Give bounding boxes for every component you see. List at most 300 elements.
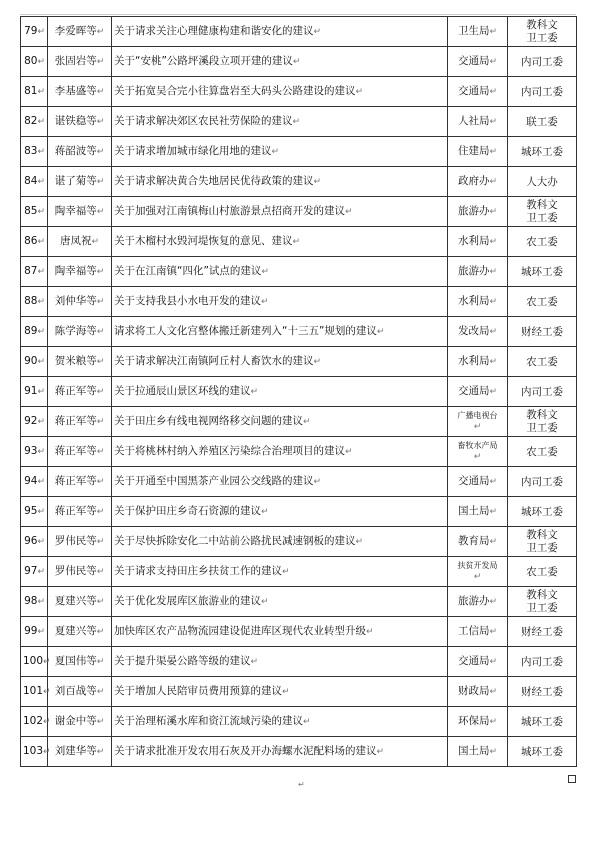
proposer-name-text: 蒋正军等 — [54, 385, 97, 397]
cell-end-mark: ↵ — [473, 571, 482, 582]
handling-department[interactable] — [448, 47, 508, 77]
table-row — [21, 527, 577, 557]
cell-end-mark: ↵ — [489, 177, 498, 187]
cell-end-mark: ↵ — [96, 207, 105, 217]
cell-end-mark: ↵ — [261, 507, 269, 517]
supervising-committee[interactable] — [508, 77, 577, 107]
handling-department-text: 人社局 — [457, 115, 490, 127]
handling-department-text: 工信局 — [457, 625, 490, 637]
committee-name: 财经工委 — [521, 325, 563, 338]
proposal-title-text: 关于请求解决江南镇阿丘村人畜饮水的建议 — [114, 355, 314, 367]
cell-end-mark: ↵ — [37, 417, 45, 427]
proposal-title[interactable] — [112, 527, 448, 557]
supervising-committee[interactable] — [508, 467, 577, 497]
cell-end-mark: ↵ — [37, 27, 45, 37]
committee-name: 卫工委 — [526, 541, 558, 554]
cell-end-mark: ↵ — [489, 687, 498, 697]
cell-end-mark: ↵ — [489, 87, 498, 97]
cell-end-mark: ↵ — [489, 327, 498, 337]
handling-department[interactable] — [448, 647, 508, 677]
proposal-title[interactable] — [112, 137, 448, 167]
table-row — [21, 317, 577, 347]
committee-name: 城环工委 — [521, 745, 563, 758]
handling-department[interactable] — [448, 557, 508, 587]
handling-department-text: 国土局 — [457, 745, 490, 757]
proposal-title[interactable] — [112, 407, 448, 437]
committee-name: 城环工委 — [521, 145, 563, 158]
cell-end-mark: ↵ — [96, 327, 105, 337]
supervising-committee[interactable] — [508, 737, 577, 767]
cell-end-mark: ↵ — [96, 27, 105, 37]
proposal-title[interactable] — [112, 197, 448, 227]
handling-department-text: 水利局 — [457, 355, 490, 367]
cell-end-mark: ↵ — [261, 267, 269, 277]
row-number[interactable] — [21, 617, 48, 647]
table-row — [21, 587, 577, 617]
cell-end-mark: ↵ — [96, 717, 105, 727]
cell-end-mark: ↵ — [96, 597, 105, 607]
table-row — [21, 47, 577, 77]
proposer-name[interactable] — [48, 647, 112, 677]
cell-end-mark: ↵ — [96, 117, 105, 127]
handling-department[interactable] — [448, 257, 508, 287]
cell-end-mark: ↵ — [96, 657, 105, 667]
proposer-name[interactable] — [48, 707, 112, 737]
committee-name: 内司工委 — [521, 385, 563, 398]
committee-name: 农工委 — [526, 565, 558, 578]
proposer-name[interactable] — [48, 47, 112, 77]
handling-department[interactable] — [448, 587, 508, 617]
cell-end-mark: ↵ — [282, 567, 290, 577]
proposal-title-text: 关于拉通辰山景区环线的建议 — [114, 385, 251, 397]
row-number[interactable] — [21, 107, 48, 137]
proposal-title[interactable] — [112, 107, 448, 137]
committee-name: 农工委 — [526, 355, 558, 368]
handling-department[interactable] — [448, 137, 508, 167]
handling-department-text: 卫生局 — [457, 25, 490, 37]
proposer-name[interactable] — [48, 497, 112, 527]
row-number-text: 81 — [24, 85, 38, 97]
row-number[interactable] — [21, 497, 48, 527]
proposal-title-text: 关于请求批准开发农用石灰及开办海螺水泥配料场的建议 — [114, 745, 377, 757]
proposer-name-text: 谌了菊等 — [54, 175, 97, 187]
proposal-title[interactable] — [112, 347, 448, 377]
table-row — [21, 707, 577, 737]
cell-end-mark: ↵ — [303, 417, 311, 427]
supervising-committee[interactable] — [508, 17, 577, 47]
proposal-title[interactable] — [112, 737, 448, 767]
handling-department[interactable] — [448, 227, 508, 257]
handling-department-text: 旅游办 — [457, 205, 490, 217]
table-row — [21, 77, 577, 107]
row-number-text: 96 — [24, 535, 38, 547]
cell-end-mark: ↵ — [96, 297, 105, 307]
row-number[interactable] — [21, 317, 48, 347]
proposer-name[interactable] — [48, 17, 112, 47]
handling-department[interactable] — [448, 287, 508, 317]
proposal-title[interactable] — [112, 377, 448, 407]
row-number[interactable] — [21, 377, 48, 407]
row-number[interactable] — [21, 197, 48, 227]
proposer-name[interactable] — [48, 317, 112, 347]
supervising-committee[interactable] — [508, 557, 577, 587]
row-number[interactable] — [21, 137, 48, 167]
cell-end-mark: ↵ — [489, 717, 498, 727]
handling-department[interactable] — [448, 107, 508, 137]
proposer-name[interactable] — [48, 257, 112, 287]
paragraph-mark: ↵ — [298, 780, 305, 789]
cell-end-mark: ↵ — [96, 447, 105, 457]
row-number[interactable] — [21, 527, 48, 557]
proposal-title-text: 请求将工人文化宫整体搬迁新建列入“十三五”规划的建议 — [114, 325, 377, 337]
proposal-title-text: 关于请求支持田庄乡扶贫工作的建议 — [114, 565, 282, 577]
supervising-committee[interactable] — [508, 107, 577, 137]
table-row — [21, 167, 577, 197]
cell-end-mark: ↵ — [96, 87, 105, 97]
committee-name: 农工委 — [526, 445, 558, 458]
proposer-name-text: 张固岩等 — [54, 55, 97, 67]
cell-end-mark: ↵ — [37, 447, 45, 457]
cell-end-mark: ↵ — [96, 177, 105, 187]
proposal-title[interactable] — [112, 557, 448, 587]
table-row — [21, 497, 577, 527]
proposer-name[interactable] — [48, 287, 112, 317]
supervising-committee[interactable] — [508, 617, 577, 647]
cell-end-mark: ↵ — [376, 327, 385, 337]
row-number-text: 85 — [24, 205, 38, 217]
cell-end-mark: ↵ — [37, 357, 45, 367]
proposer-name[interactable] — [48, 197, 112, 227]
cell-end-mark: ↵ — [37, 117, 45, 127]
proposer-name[interactable] — [48, 227, 112, 257]
cell-end-mark: ↵ — [376, 747, 385, 757]
cell-end-mark: ↵ — [37, 237, 45, 247]
row-number[interactable] — [21, 677, 51, 707]
proposal-title[interactable] — [112, 317, 448, 347]
cell-end-mark: ↵ — [489, 747, 498, 757]
table-row — [21, 617, 577, 647]
supervising-committee[interactable] — [508, 137, 577, 167]
proposal-title-text: 关于增加人民陪审员费用预算的建议 — [114, 685, 282, 697]
cell-end-mark: ↵ — [37, 87, 45, 97]
cell-end-mark: ↵ — [489, 207, 498, 217]
table-row — [21, 137, 577, 167]
cell-end-mark: ↵ — [261, 597, 269, 607]
cell-end-mark: ↵ — [345, 207, 353, 217]
handling-department[interactable] — [448, 17, 508, 47]
row-number-text: 94 — [24, 475, 38, 487]
cell-end-mark: ↵ — [43, 717, 51, 727]
proposer-name-text: 陶幸福等 — [54, 265, 97, 277]
row-number-text: 90 — [24, 355, 38, 367]
handling-department[interactable] — [448, 497, 508, 527]
committee-name: 城环工委 — [521, 505, 563, 518]
cell-end-mark: ↵ — [96, 537, 105, 547]
proposer-name-text: 蒋正军等 — [54, 475, 97, 487]
handling-department[interactable] — [448, 707, 508, 737]
cell-end-mark: ↵ — [489, 477, 498, 487]
handling-department-text: 旅游办 — [457, 265, 490, 277]
cell-end-mark: ↵ — [96, 687, 105, 697]
cell-end-mark: ↵ — [96, 477, 105, 487]
proposer-name[interactable] — [48, 77, 112, 107]
proposer-name-text: 蒋正军等 — [54, 415, 97, 427]
supervising-committee[interactable] — [508, 197, 577, 227]
proposer-name[interactable] — [48, 137, 112, 167]
cell-end-mark: ↵ — [313, 177, 322, 187]
row-number-text: 103 — [23, 745, 44, 757]
proposal-title-text: 关于请求增加城市绿化用地的建议 — [114, 145, 272, 157]
cell-end-mark: ↵ — [271, 147, 280, 157]
row-number[interactable] — [21, 647, 51, 677]
proposer-name-text: 贺米粮等 — [54, 355, 97, 367]
row-number-text: 82 — [24, 115, 38, 127]
supervising-committee[interactable] — [508, 227, 577, 257]
row-number-text: 97 — [24, 565, 38, 577]
proposer-name-text: 刘建华等 — [54, 745, 97, 757]
committee-name: 农工委 — [526, 295, 558, 308]
handling-department[interactable] — [448, 197, 508, 227]
proposal-title-text: 关于提升渠晏公路等级的建议 — [114, 655, 251, 667]
row-number-text: 95 — [24, 505, 38, 517]
cell-end-mark: ↵ — [37, 57, 45, 67]
proposer-name[interactable] — [48, 167, 112, 197]
row-number-text: 98 — [24, 595, 38, 607]
proposer-name-text: 罗伟民等 — [54, 565, 97, 577]
handling-department-text: 发改局 — [457, 325, 490, 337]
proposer-name[interactable] — [48, 437, 112, 467]
table-row — [21, 677, 577, 707]
handling-department-text: 交通局 — [457, 655, 490, 667]
handling-department[interactable] — [448, 527, 508, 557]
cell-end-mark: ↵ — [250, 657, 259, 667]
cell-end-mark: ↵ — [489, 117, 498, 127]
cell-end-mark: ↵ — [37, 537, 45, 547]
row-number[interactable] — [21, 167, 48, 197]
proposer-name[interactable] — [48, 107, 112, 137]
committee-name: 教科文 — [526, 588, 558, 601]
handling-department[interactable] — [448, 347, 508, 377]
row-number[interactable] — [21, 407, 48, 437]
handling-department[interactable] — [448, 407, 508, 437]
supervising-committee[interactable] — [508, 287, 577, 317]
cell-end-mark: ↵ — [96, 507, 105, 517]
proposal-title-text: 关于尽快拆除安化二中站前公路扰民减速钢板的建议 — [114, 535, 356, 547]
table-resize-handle[interactable] — [568, 775, 576, 783]
proposer-name[interactable] — [48, 347, 112, 377]
handling-department[interactable] — [448, 467, 508, 497]
proposal-table-body — [21, 17, 577, 767]
cell-end-mark: ↵ — [96, 357, 105, 367]
cell-end-mark: ↵ — [37, 507, 45, 517]
committee-name: 教科文 — [526, 198, 558, 211]
cell-end-mark: ↵ — [96, 387, 105, 397]
proposer-name-text: 刘仲华等 — [54, 295, 97, 307]
proposal-title[interactable] — [112, 677, 448, 707]
committee-name: 内司工委 — [521, 655, 563, 668]
row-number-text: 102 — [23, 715, 44, 727]
row-number-text: 87 — [24, 265, 38, 277]
committee-name: 教科文 — [526, 408, 558, 421]
row-number[interactable] — [21, 437, 48, 467]
row-number-text: 79 — [24, 25, 38, 37]
proposer-name[interactable] — [48, 587, 112, 617]
proposal-title[interactable] — [112, 497, 448, 527]
proposer-name[interactable] — [48, 677, 112, 707]
row-number[interactable] — [21, 257, 48, 287]
supervising-committee[interactable] — [508, 347, 577, 377]
proposal-title[interactable] — [112, 467, 448, 497]
committee-name: 城环工委 — [521, 265, 563, 278]
page-top-edge — [20, 14, 576, 15]
proposal-title[interactable] — [112, 647, 448, 677]
row-number-text: 88 — [24, 295, 38, 307]
supervising-committee[interactable] — [508, 677, 577, 707]
handling-department[interactable] — [448, 167, 508, 197]
supervising-committee[interactable] — [508, 317, 577, 347]
committee-name: 卫工委 — [526, 211, 558, 224]
table-row — [21, 377, 577, 407]
committee-name: 财经工委 — [521, 625, 563, 638]
row-number[interactable] — [21, 467, 48, 497]
supervising-committee[interactable] — [508, 707, 577, 737]
cell-end-mark: ↵ — [96, 147, 105, 157]
proposal-title[interactable] — [112, 167, 448, 197]
cell-end-mark: ↵ — [37, 297, 45, 307]
handling-department[interactable] — [448, 437, 508, 467]
handling-department[interactable] — [448, 737, 508, 767]
cell-end-mark: ↵ — [489, 357, 498, 367]
supervising-committee[interactable] — [508, 437, 577, 467]
row-number[interactable] — [21, 557, 48, 587]
proposer-name-text: 夏建兴等 — [54, 625, 97, 637]
table-row — [21, 407, 577, 437]
row-number[interactable] — [21, 287, 48, 317]
handling-department-text: 环保局 — [457, 715, 490, 727]
proposal-title[interactable] — [112, 707, 448, 737]
proposer-name[interactable] — [48, 407, 112, 437]
supervising-committee[interactable] — [508, 257, 577, 287]
cell-end-mark: ↵ — [37, 567, 45, 577]
proposer-name-text: 蒋正军等 — [54, 505, 97, 517]
handling-department-text: 畜牧水产局 — [457, 440, 498, 450]
cell-end-mark: ↵ — [261, 297, 269, 307]
proposer-name[interactable] — [48, 377, 112, 407]
supervising-committee[interactable] — [508, 587, 577, 617]
proposer-name[interactable] — [48, 557, 112, 587]
cell-end-mark: ↵ — [303, 717, 311, 727]
supervising-committee[interactable] — [508, 527, 577, 557]
supervising-committee[interactable] — [508, 497, 577, 527]
proposal-title-text: 关于优化发展库区旅游业的建议 — [114, 595, 261, 607]
proposer-name[interactable] — [48, 527, 112, 557]
cell-end-mark: ↵ — [37, 477, 45, 487]
handling-department[interactable] — [448, 617, 508, 647]
row-number[interactable] — [21, 707, 51, 737]
cell-end-mark: ↵ — [37, 267, 45, 277]
handling-department-text: 水利局 — [457, 295, 490, 307]
handling-department[interactable] — [448, 317, 508, 347]
cell-end-mark: ↵ — [37, 627, 45, 637]
proposal-title[interactable] — [112, 17, 448, 47]
cell-end-mark: ↵ — [489, 297, 498, 307]
handling-department[interactable] — [448, 377, 508, 407]
row-number[interactable] — [21, 77, 48, 107]
proposal-title[interactable] — [112, 227, 448, 257]
supervising-committee[interactable] — [508, 167, 577, 197]
row-number[interactable] — [21, 47, 48, 77]
row-number[interactable] — [21, 587, 48, 617]
proposal-title[interactable] — [112, 437, 448, 467]
cell-end-mark: ↵ — [96, 747, 105, 757]
committee-name: 卫工委 — [526, 31, 558, 44]
proposer-name-text: 谌铁稳等 — [54, 115, 97, 127]
cell-end-mark: ↵ — [292, 237, 301, 247]
proposal-title[interactable] — [112, 287, 448, 317]
table-row — [21, 257, 577, 287]
proposal-title-text: 关于请求解决黄合失地居民优待政策的建议 — [114, 175, 314, 187]
handling-department-text: 国土局 — [457, 505, 490, 517]
proposal-title[interactable] — [112, 47, 448, 77]
proposer-name-text: 谢金中等 — [54, 715, 97, 727]
row-number[interactable] — [21, 17, 48, 47]
row-number[interactable] — [21, 737, 51, 767]
proposer-name[interactable] — [48, 467, 112, 497]
proposer-name[interactable] — [48, 617, 112, 647]
proposal-title[interactable] — [112, 587, 448, 617]
cell-end-mark: ↵ — [37, 387, 45, 397]
cell-end-mark: ↵ — [366, 627, 374, 637]
handling-department[interactable] — [448, 677, 508, 707]
proposal-title[interactable] — [112, 77, 448, 107]
proposal-title-text: 关于保护田庄乡奇石资源的建议 — [114, 505, 261, 517]
proposal-title-text: 关于拓宽吴合完小往算盘岩至大码头公路建设的建议 — [114, 85, 356, 97]
cell-end-mark: ↵ — [313, 27, 322, 37]
proposer-name-text: 刘百战等 — [54, 685, 97, 697]
supervising-committee[interactable] — [508, 47, 577, 77]
supervising-committee[interactable] — [508, 377, 577, 407]
row-number-text: 80 — [24, 55, 38, 67]
proposer-name[interactable] — [48, 737, 112, 767]
cell-end-mark: ↵ — [489, 57, 498, 67]
cell-end-mark: ↵ — [43, 657, 51, 667]
cell-end-mark: ↵ — [96, 417, 105, 427]
table-row — [21, 287, 577, 317]
supervising-committee[interactable] — [508, 407, 577, 437]
committee-name: 人大办 — [526, 175, 558, 188]
proposal-table — [20, 16, 577, 767]
row-number[interactable] — [21, 227, 48, 257]
table-row — [21, 227, 577, 257]
cell-end-mark: ↵ — [37, 147, 45, 157]
handling-department-text: 水利局 — [457, 235, 490, 247]
supervising-committee[interactable] — [508, 647, 577, 677]
cell-end-mark: ↵ — [489, 267, 498, 277]
proposal-title[interactable] — [112, 617, 448, 647]
proposer-name-text: 蒋韶波等 — [54, 145, 97, 157]
cell-end-mark: ↵ — [37, 327, 45, 337]
row-number[interactable] — [21, 347, 48, 377]
cell-end-mark: ↵ — [37, 177, 45, 187]
proposer-name-text: 唐凤祝 — [59, 235, 92, 247]
proposal-title[interactable] — [112, 257, 448, 287]
cell-end-mark: ↵ — [37, 597, 45, 607]
committee-name: 内司工委 — [521, 475, 563, 488]
proposal-title-text: 关于在江南镇“四化”试点的建议 — [114, 265, 262, 277]
handling-department-text: 政府办 — [457, 175, 490, 187]
proposer-name-text: 蒋正军等 — [54, 445, 97, 457]
handling-department[interactable] — [448, 77, 508, 107]
